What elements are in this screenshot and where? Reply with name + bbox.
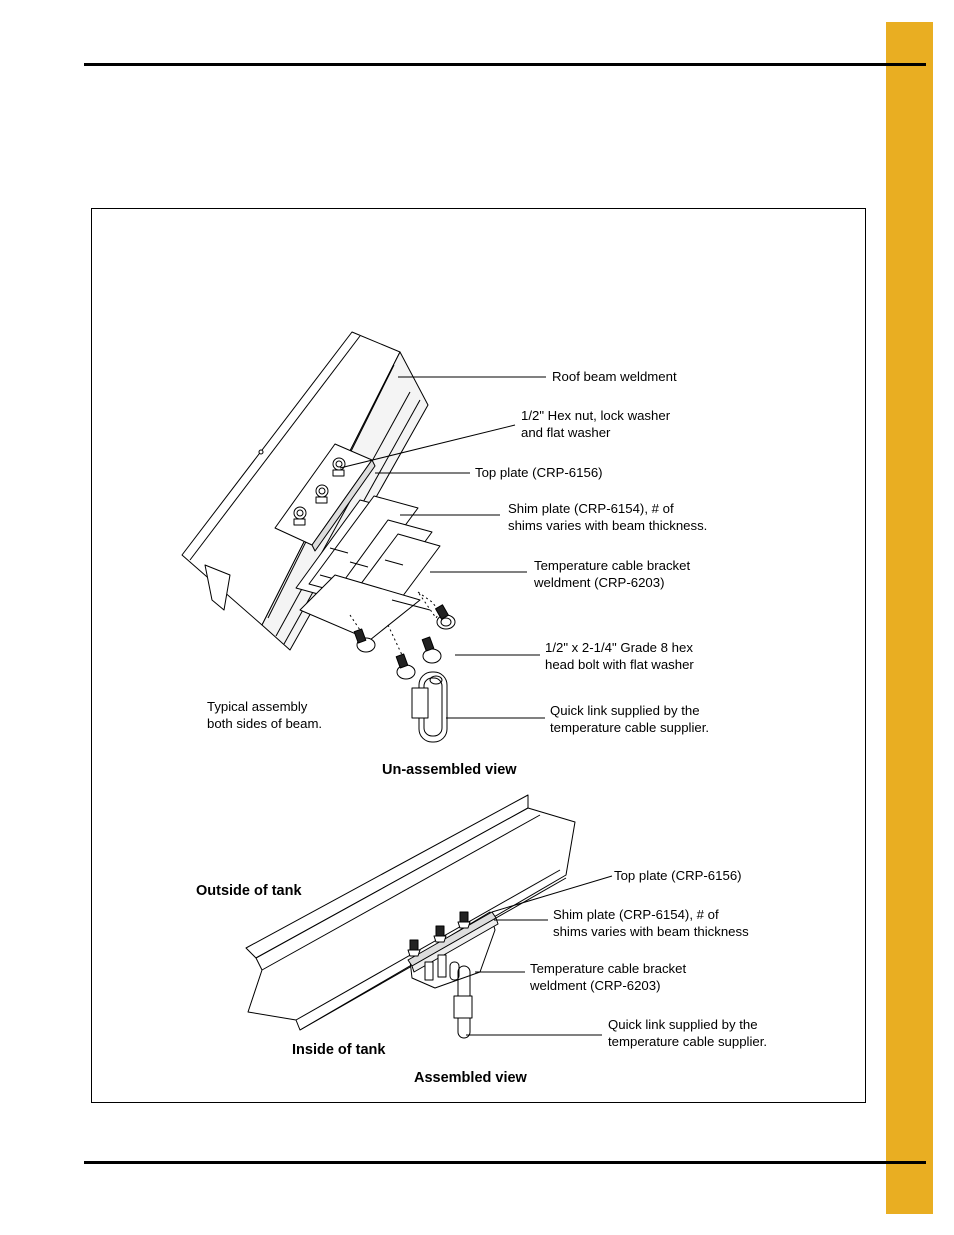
label-outside-of-tank: Outside of tank [196,883,302,899]
callout-quick-link-assembled-line1: Quick link supplied by the [608,1017,758,1032]
note-typical-line1: Typical assembly [207,699,308,714]
callout-shim-line2: shims varies with beam thickness. [508,518,708,533]
callout-shim-assembled-line1: Shim plate (CRP-6154), # of [553,907,719,922]
callout-shim-assembled-line2: shims varies with beam thickness [553,924,749,939]
callout-bracket-assembled-line2: weldment (CRP-6203) [530,978,661,993]
callout-bolt-line2: head bolt with flat washer [545,657,694,672]
callout-roof-beam: Roof beam weldment [552,369,677,384]
note-typical-line2: both sides of beam. [207,716,323,731]
roof-beam-assembled [246,795,575,1030]
callout-bracket-assembled-line1: Temperature cable bracket [530,961,687,976]
callout-quick-link-assembled-line2: temperature cable supplier. [608,1034,768,1049]
caption-assembled: Assembled view [414,1070,527,1086]
caption-unassembled: Un-assembled view [382,762,517,778]
callout-hex-nut-line2: and flat washer [521,425,611,440]
quick-link-unassembled [412,672,447,742]
callout-quick-link-line1: Quick link supplied by the [550,703,700,718]
callout-hex-nut-line1: 1/2" Hex nut, lock washer [521,408,671,423]
callout-bracket-line2: weldment (CRP-6203) [534,575,665,590]
callout-quick-link-line2: temperature cable supplier. [550,720,710,735]
callout-top-plate-assembled: Top plate (CRP-6156) [614,868,742,883]
callout-top-plate: Top plate (CRP-6156) [475,465,603,480]
label-inside-of-tank: Inside of tank [292,1042,386,1058]
callout-bolt-line1: 1/2" x 2-1/4" Grade 8 hex [545,640,693,655]
callout-shim-line1: Shim plate (CRP-6154), # of [508,501,674,516]
callout-bracket-line1: Temperature cable bracket [534,558,691,573]
